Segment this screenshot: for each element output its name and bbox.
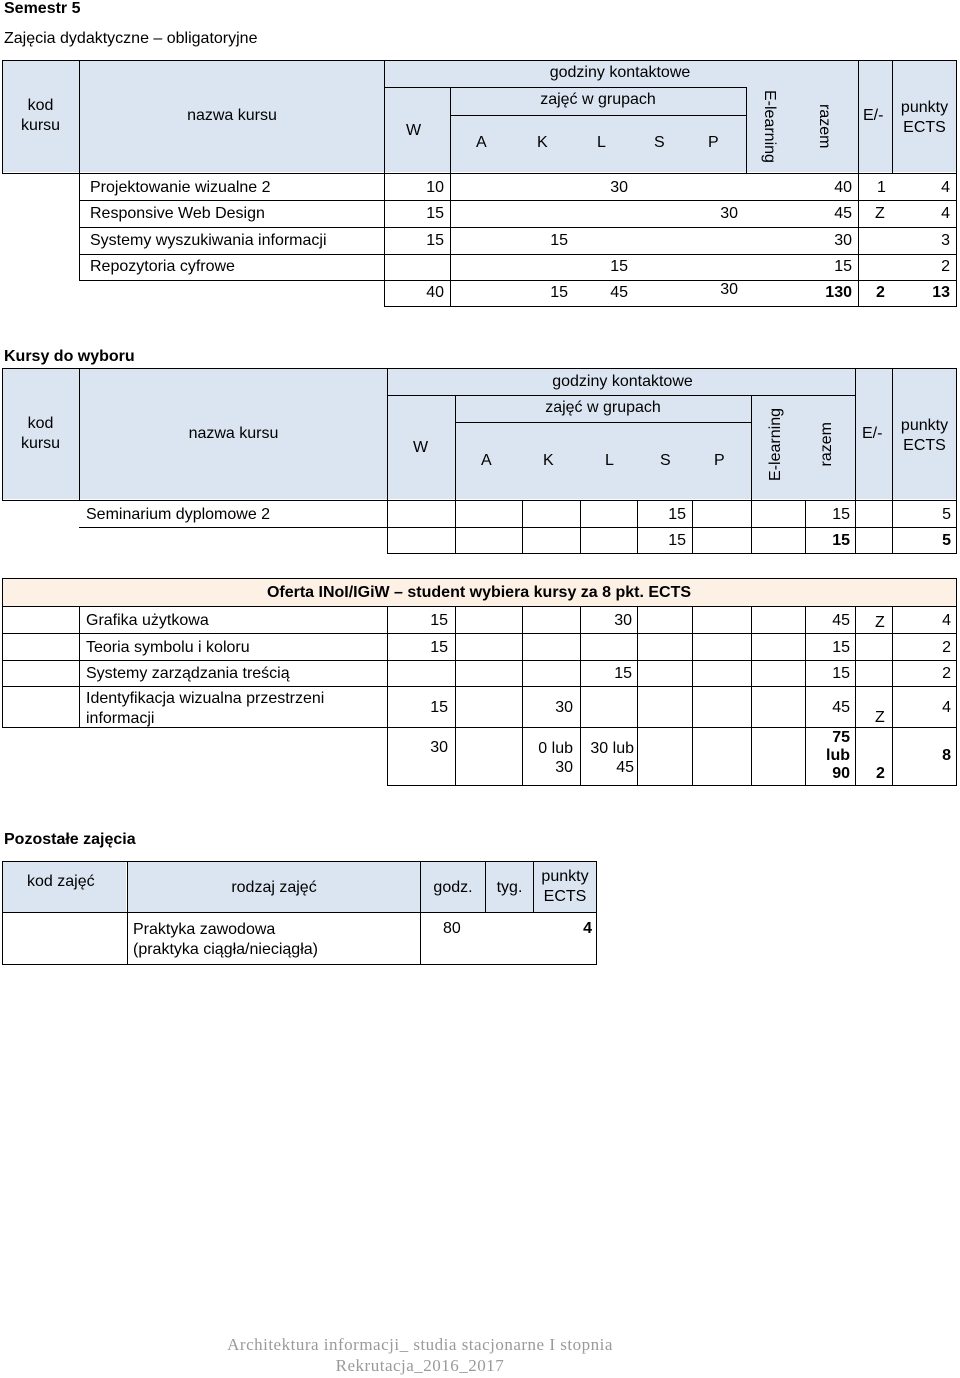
cell-A: 15 — [550, 232, 568, 249]
cell-razem: 45 — [834, 205, 852, 222]
cell-ects: 4 — [583, 920, 592, 937]
cell-ects: 2 — [941, 258, 950, 275]
cell-L: 15 — [614, 665, 632, 682]
total-ects: 5 — [942, 532, 951, 549]
header-A: A — [476, 134, 487, 151]
header-A: A — [481, 452, 492, 469]
cell-ects: 4 — [941, 205, 950, 222]
header-punkty: punkty — [541, 868, 589, 885]
header-S: S — [654, 134, 665, 151]
cell-ects: 2 — [942, 665, 951, 682]
header-E: E/- — [863, 107, 884, 124]
cell-razem: 40 — [834, 179, 852, 196]
header-K: K — [537, 134, 548, 151]
course-name-cont: informacji — [86, 710, 155, 727]
total-L-2: 45 — [616, 759, 634, 776]
cell-ects: 4 — [942, 612, 951, 629]
cell-L: 15 — [610, 258, 628, 275]
header-L: L — [597, 134, 606, 151]
cell-S: 15 — [668, 506, 686, 523]
cell-W: 15 — [426, 205, 444, 222]
header-ects: ECTS — [543, 888, 587, 905]
cell-razem: 45 — [832, 699, 850, 716]
header-zajec-w-grupach: zajęć w grupach — [540, 91, 656, 108]
cell-razem: 45 — [832, 612, 850, 629]
header-razem: razem — [816, 104, 833, 149]
header-S: S — [660, 452, 671, 469]
cell-A: 30 — [555, 699, 573, 716]
header-P: P — [714, 452, 725, 469]
total-W: 30 — [430, 739, 448, 756]
cell-W: 15 — [426, 232, 444, 249]
section3-title: Pozostałe zajęcia — [4, 831, 136, 848]
total-E: 2 — [876, 284, 885, 301]
course-name: Seminarium dyplomowe 2 — [86, 506, 271, 523]
total-razem: 15 — [832, 532, 850, 549]
cell-ects: 4 — [941, 179, 950, 196]
header-kursu: kursu — [20, 117, 61, 134]
section2-title: Kursy do wyboru — [4, 348, 135, 365]
cell-E: Z — [875, 614, 885, 631]
cell-E: 1 — [877, 179, 886, 196]
footer-line1: Architektura informacji_ studia stacjonarne I stopnia — [227, 1335, 613, 1354]
cell-P: 30 — [720, 205, 738, 222]
cell-ects: 3 — [941, 232, 950, 249]
total-A: 15 — [550, 284, 568, 301]
course-name: Grafika użytkowa — [86, 612, 209, 629]
cell-razem: 15 — [832, 639, 850, 656]
header-punkty: punkty — [900, 417, 949, 434]
cell-razem: 15 — [832, 665, 850, 682]
total-P: 30 — [720, 281, 738, 298]
header-godziny-kontaktowe: godziny kontaktowe — [549, 64, 691, 81]
cell-razem: 15 — [834, 258, 852, 275]
cell-E: Z — [875, 709, 885, 726]
header-godz: godz. — [433, 879, 473, 896]
header-kod-zajec: kod zajęć — [27, 873, 95, 890]
total-L-1: 30 lub — [590, 740, 634, 757]
header-kod: kod — [27, 415, 54, 432]
total-ects: 13 — [932, 284, 950, 301]
total-E: 2 — [876, 765, 885, 782]
cell-L: 30 — [614, 612, 632, 629]
total-razem-2: lub — [826, 747, 850, 764]
total-S: 15 — [668, 532, 686, 549]
cell-godz: 80 — [443, 920, 461, 937]
total-A-1: 0 lub — [538, 740, 573, 757]
header-elearning: E-learning — [761, 90, 778, 163]
course-name: Systemy zarządzania treścią — [86, 665, 290, 682]
total-L: 45 — [610, 284, 628, 301]
header-W: W — [406, 122, 422, 139]
header-ects: ECTS — [903, 119, 946, 136]
header-ects: ECTS — [903, 437, 946, 454]
header-L: L — [605, 452, 614, 469]
total-razem: 130 — [825, 284, 852, 301]
course-name: Teoria symbolu i koloru — [86, 639, 250, 656]
cell-W: 15 — [430, 612, 448, 629]
header-elearning: E-learning — [767, 408, 784, 481]
course-name: Projektowanie wizualne 2 — [90, 179, 271, 196]
cell-ects: 4 — [942, 699, 951, 716]
total-razem-3: 90 — [832, 765, 850, 782]
header-E: E/- — [862, 425, 883, 442]
header-nazwa-kursu: nazwa kursu — [188, 425, 279, 442]
course-name: Responsive Web Design — [90, 205, 265, 222]
total-W: 40 — [426, 284, 444, 301]
cell-L: 30 — [610, 179, 628, 196]
header-kod: kod — [27, 97, 54, 114]
activity-name-cont: (praktyka ciągła/nieciągła) — [133, 941, 318, 958]
header-nazwa-kursu: nazwa kursu — [187, 107, 277, 124]
header-tyg: tyg. — [496, 879, 523, 896]
cell-E: Z — [875, 205, 885, 222]
cell-W: 10 — [426, 179, 444, 196]
header-kursu: kursu — [20, 435, 61, 452]
cell-W: 15 — [430, 639, 448, 656]
total-razem-1: 75 — [832, 729, 850, 746]
cell-razem: 15 — [832, 506, 850, 523]
semester-title: Semestr 5 — [4, 0, 81, 17]
cell-razem: 30 — [834, 232, 852, 249]
header-P: P — [708, 134, 719, 151]
header-K: K — [543, 452, 554, 469]
section1-title: Zajęcia dydaktyczne – obligatoryjne — [4, 30, 258, 47]
header-godziny-kontaktowe: godziny kontaktowe — [552, 373, 693, 390]
header-W: W — [413, 439, 429, 456]
header-zajec-w-grupach: zajęć w grupach — [545, 399, 661, 416]
cell-ects: 5 — [942, 506, 951, 523]
course-name: Repozytoria cyfrowe — [90, 258, 235, 275]
course-name: Systemy wyszukiwania informacji — [90, 232, 327, 249]
course-name: Identyfikacja wizualna przestrzeni — [86, 690, 325, 707]
activity-name: Praktyka zawodowa — [133, 921, 276, 938]
offer-title: Oferta INoI/IGiW – student wybiera kursy za 8 pkt. ECTS — [266, 584, 692, 601]
header-rodzaj-zajec: rodzaj zajęć — [231, 879, 317, 896]
cell-W: 15 — [430, 699, 448, 716]
header-razem: razem — [818, 422, 835, 467]
header-punkty: punkty — [900, 99, 949, 116]
cell-ects: 2 — [942, 639, 951, 656]
total-A-2: 30 — [555, 759, 573, 776]
footer-line2: Rekrutacja_2016_2017 — [335, 1356, 505, 1375]
total-ects: 8 — [942, 747, 951, 764]
